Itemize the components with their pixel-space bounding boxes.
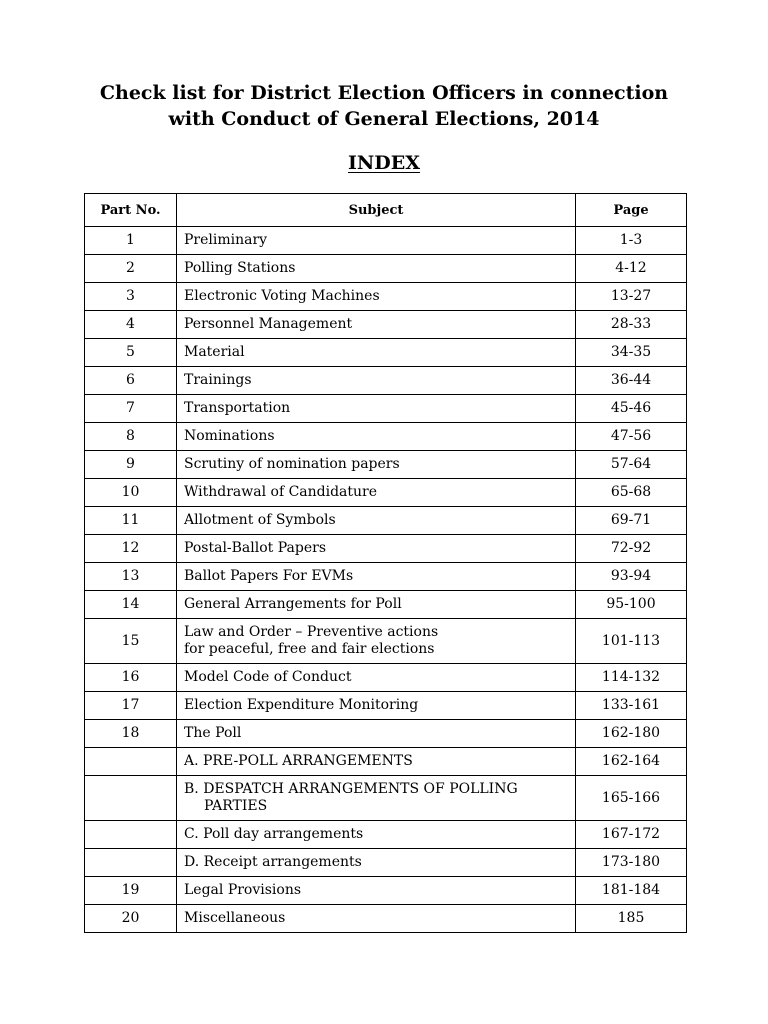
part-no-cell: 5	[85, 339, 177, 367]
table-row	[85, 339, 687, 367]
part-no-cell: 7	[85, 395, 177, 423]
page-cell: 162-180	[576, 720, 687, 748]
page-cell: 1-3	[576, 227, 687, 255]
part-no-cell: 12	[85, 535, 177, 563]
part-no-cell: 19	[85, 877, 177, 905]
table-row	[85, 619, 687, 664]
table-row	[85, 877, 687, 905]
part-no-cell: 18	[85, 720, 177, 748]
subject-line-1: Law and Order – Preventive actions	[184, 624, 439, 640]
table-row	[85, 664, 687, 692]
part-no-cell: 20	[85, 905, 177, 933]
subject-cell: Material	[177, 339, 576, 367]
page-cell: 65-68	[576, 479, 687, 507]
table-row	[85, 776, 687, 821]
table-row	[85, 563, 687, 591]
index-table	[84, 193, 687, 933]
subject-cell: Nominations	[177, 423, 576, 451]
page-cell: 28-33	[576, 311, 687, 339]
page-cell: 34-35	[576, 339, 687, 367]
subject-cell: Polling Stations	[177, 255, 576, 283]
page-cell: 167-172	[576, 821, 687, 849]
part-no-cell: 16	[85, 664, 177, 692]
subject-cell: The Poll	[177, 720, 576, 748]
page-cell: 45-46	[576, 395, 687, 423]
subject-cell: Postal-Ballot Papers	[177, 535, 576, 563]
part-no-cell: 13	[85, 563, 177, 591]
part-no-cell: 2	[85, 255, 177, 283]
table-row	[85, 535, 687, 563]
page-cell: 93-94	[576, 563, 687, 591]
part-no-cell: 11	[85, 507, 177, 535]
table-row	[85, 423, 687, 451]
subject-cell: Withdrawal of Candidature	[177, 479, 576, 507]
page-cell: 47-56	[576, 423, 687, 451]
subject-cell: General Arrangements for Poll	[177, 591, 576, 619]
part-no-cell: 15	[85, 619, 177, 664]
part-no-cell: 17	[85, 692, 177, 720]
table-row	[85, 479, 687, 507]
table-row	[85, 255, 687, 283]
page-cell: 95-100	[576, 591, 687, 619]
part-no-cell: 10	[85, 479, 177, 507]
table-row	[85, 591, 687, 619]
table-row	[85, 849, 687, 877]
subject-cell: Preliminary	[177, 227, 576, 255]
part-no-cell: 6	[85, 367, 177, 395]
part-no-cell: 4	[85, 311, 177, 339]
page-cell: 72-92	[576, 535, 687, 563]
page-cell: 173-180	[576, 849, 687, 877]
subject-line-1: B. DESPATCH ARRANGEMENTS OF POLLING	[184, 781, 518, 797]
page-cell: 114-132	[576, 664, 687, 692]
subject-cell: Election Expenditure Monitoring	[177, 692, 576, 720]
table-row	[85, 227, 687, 255]
page-cell: 13-27	[576, 283, 687, 311]
subject-cell: Legal Provisions	[177, 877, 576, 905]
index-heading-text: INDEX	[348, 152, 420, 174]
page-cell: 4-12	[576, 255, 687, 283]
table-row	[85, 720, 687, 748]
part-no-cell: 1	[85, 227, 177, 255]
table-row	[85, 692, 687, 720]
subject-cell: Miscellaneous	[177, 905, 576, 933]
subject-cell	[177, 776, 576, 821]
part-no-cell	[85, 849, 177, 877]
page-cell: 165-166	[576, 776, 687, 821]
page-cell: 101-113	[576, 619, 687, 664]
page-cell: 36-44	[576, 367, 687, 395]
subject-line-2: PARTIES	[204, 798, 268, 814]
header-subject: Subject	[177, 194, 576, 227]
table-row	[85, 395, 687, 423]
table-row	[85, 367, 687, 395]
part-no-cell: 3	[85, 283, 177, 311]
subject-cell: Electronic Voting Machines	[177, 283, 576, 311]
page-cell: 162-164	[576, 748, 687, 776]
subject-cell: Personnel Management	[177, 311, 576, 339]
part-no-cell: 8	[85, 423, 177, 451]
subject-cell: A. PRE-POLL ARRANGEMENTS	[177, 748, 576, 776]
table-row	[85, 283, 687, 311]
title-line-1: Check list for District Election Officers in connection	[99, 82, 669, 104]
subject-line-2: for peaceful, free and fair elections	[184, 641, 435, 657]
table-row	[85, 748, 687, 776]
page-cell: 185	[576, 905, 687, 933]
part-no-cell	[85, 748, 177, 776]
document-title	[0, 80, 768, 132]
table-row	[85, 821, 687, 849]
page-cell: 69-71	[576, 507, 687, 535]
part-no-cell: 14	[85, 591, 177, 619]
header-part-no: Part No.	[85, 194, 177, 227]
subject-cell	[177, 619, 576, 664]
title-line-2: with Conduct of General Elections, 2014	[168, 108, 600, 130]
part-no-cell: 9	[85, 451, 177, 479]
subject-cell: C. Poll day arrangements	[177, 821, 576, 849]
table-row	[85, 905, 687, 933]
part-no-cell	[85, 821, 177, 849]
part-no-cell	[85, 776, 177, 821]
subject-cell: Model Code of Conduct	[177, 664, 576, 692]
page-cell: 57-64	[576, 451, 687, 479]
subject-cell: D. Receipt arrangements	[177, 849, 576, 877]
page-cell: 133-161	[576, 692, 687, 720]
table-row	[85, 311, 687, 339]
table-row	[85, 507, 687, 535]
header-page: Page	[576, 194, 687, 227]
table-header-row	[85, 194, 687, 227]
subject-cell: Allotment of Symbols	[177, 507, 576, 535]
subject-cell: Transportation	[177, 395, 576, 423]
subject-cell: Trainings	[177, 367, 576, 395]
table-row	[85, 451, 687, 479]
index-heading	[0, 150, 768, 176]
page-cell: 181-184	[576, 877, 687, 905]
subject-cell: Ballot Papers For EVMs	[177, 563, 576, 591]
subject-cell: Scrutiny of nomination papers	[177, 451, 576, 479]
